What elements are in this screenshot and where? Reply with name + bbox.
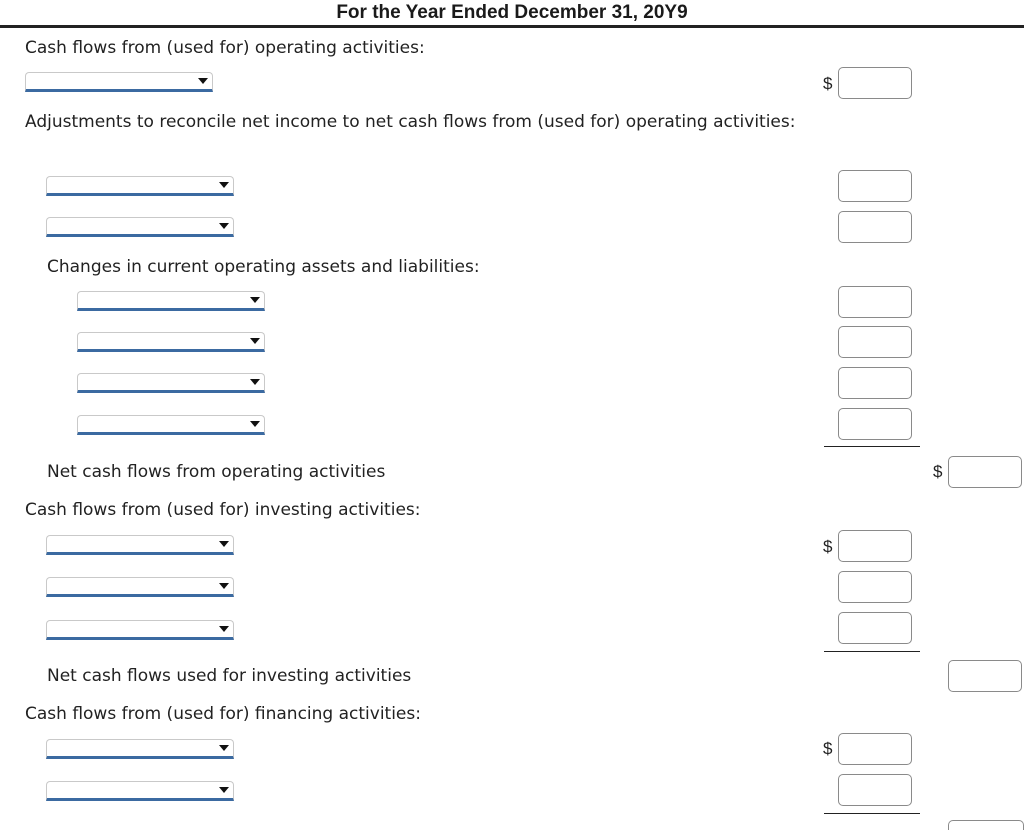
dollar-sign: $ — [823, 74, 833, 93]
adjustment-1-dropdown[interactable] — [46, 176, 234, 196]
dropdown-arrow-icon — [219, 223, 229, 229]
investing-2-amount[interactable] — [838, 571, 912, 603]
changes-heading: Changes in current operating assets and liabilities: — [47, 257, 480, 277]
net-operating-amount[interactable] — [948, 456, 1022, 488]
net-operating-label: Net cash flows from operating activities — [47, 462, 386, 482]
dropdown-arrow-icon — [219, 745, 229, 751]
net-investing-label: Net cash flows used for investing activities — [47, 666, 412, 686]
subtotal-underline — [824, 651, 920, 652]
investing-2-dropdown[interactable] — [46, 577, 234, 597]
dropdown-arrow-icon — [250, 338, 260, 344]
adjustment-1-amount[interactable] — [838, 170, 912, 202]
change-3-amount[interactable] — [838, 367, 912, 399]
dropdown-arrow-icon — [219, 583, 229, 589]
dollar-sign: $ — [823, 537, 833, 556]
dropdown-arrow-icon — [250, 379, 260, 385]
dollar-sign: $ — [823, 739, 833, 758]
dropdown-arrow-icon — [219, 541, 229, 547]
operating-first-line-dropdown[interactable] — [25, 72, 213, 92]
operating-first-line-amount[interactable] — [838, 67, 912, 99]
adjustments-heading: Adjustments to reconcile net income to net cash flows from (used for) operating activities: — [25, 112, 796, 132]
change-1-amount[interactable] — [838, 286, 912, 318]
investing-3-amount[interactable] — [838, 612, 912, 644]
adjustment-2-amount[interactable] — [838, 211, 912, 243]
financing-2-dropdown[interactable] — [46, 781, 234, 801]
subtotal-underline — [824, 813, 920, 814]
header-rule — [0, 25, 1024, 28]
change-1-dropdown[interactable] — [77, 291, 265, 311]
change-3-dropdown[interactable] — [77, 373, 265, 393]
statement-period-title: For the Year Ended December 31, 20Y9 — [336, 2, 688, 23]
financing-heading: Cash flows from (used for) financing activities: — [25, 704, 421, 724]
investing-1-amount[interactable] — [838, 530, 912, 562]
change-4-dropdown[interactable] — [77, 415, 265, 435]
net-investing-amount[interactable] — [948, 660, 1022, 692]
dropdown-arrow-icon — [219, 787, 229, 793]
operating-heading: Cash flows from (used for) operating activities: — [25, 38, 425, 58]
investing-1-dropdown[interactable] — [46, 535, 234, 555]
dropdown-arrow-icon — [250, 421, 260, 427]
financing-2-amount[interactable] — [838, 774, 912, 806]
change-4-amount[interactable] — [838, 408, 912, 440]
subtotal-underline — [824, 446, 920, 447]
dropdown-arrow-icon — [250, 297, 260, 303]
dollar-sign: $ — [933, 462, 943, 481]
dropdown-arrow-icon — [219, 626, 229, 632]
change-2-dropdown[interactable] — [77, 332, 265, 352]
financing-1-dropdown[interactable] — [46, 739, 234, 759]
dropdown-arrow-icon — [219, 182, 229, 188]
change-2-amount[interactable] — [838, 326, 912, 358]
investing-3-dropdown[interactable] — [46, 620, 234, 640]
investing-heading: Cash flows from (used for) investing activities: — [25, 500, 421, 520]
financing-1-amount[interactable] — [838, 733, 912, 765]
net-financing-amount-clipped[interactable] — [948, 820, 1024, 830]
adjustment-2-dropdown[interactable] — [46, 217, 234, 237]
dropdown-arrow-icon — [198, 78, 208, 84]
